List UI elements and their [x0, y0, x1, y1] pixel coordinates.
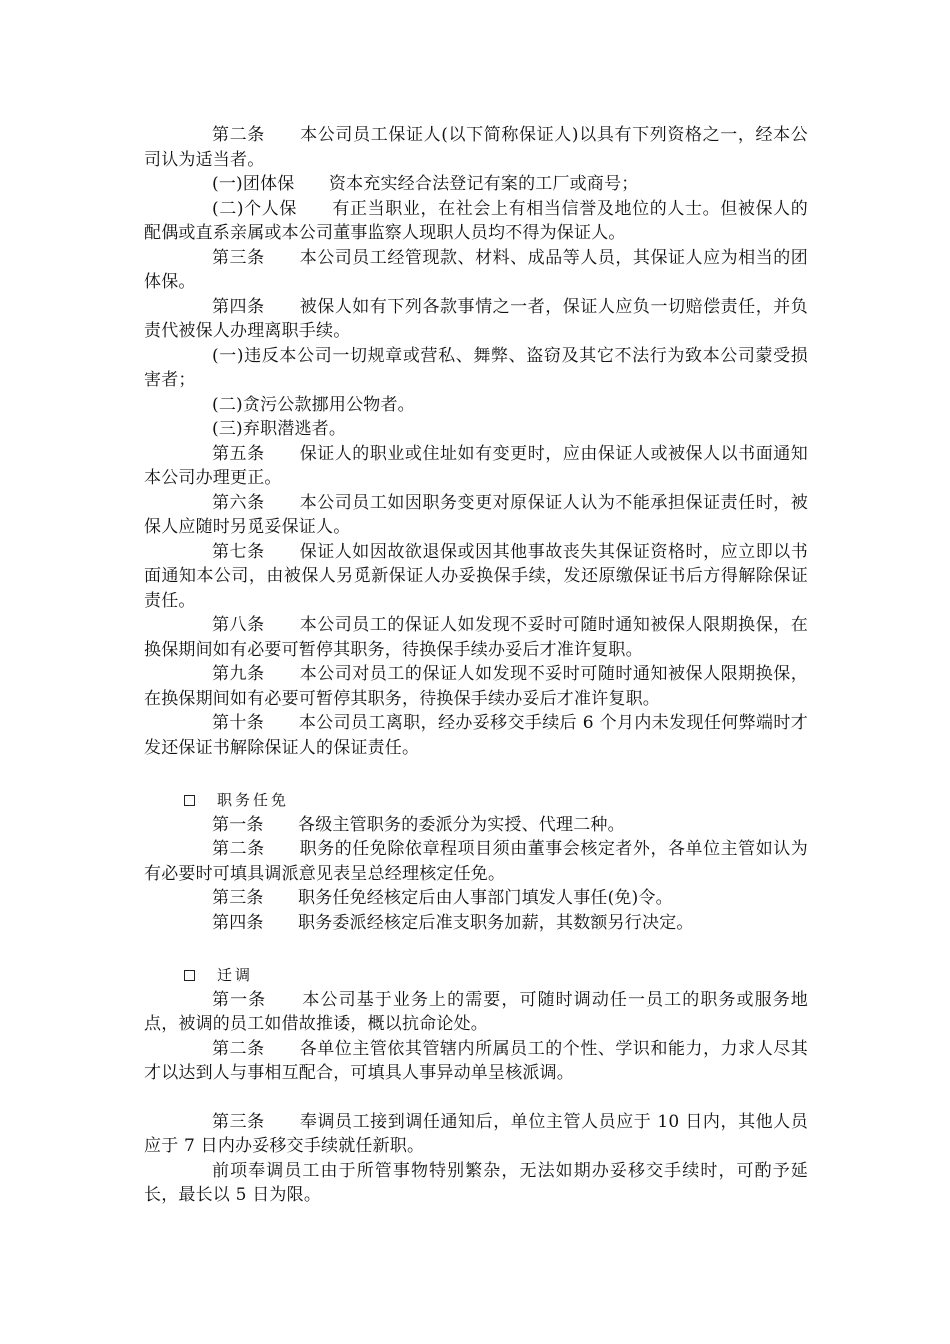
paragraph-s1-4: 第四条 被保人如有下列各款事情之一者，保证人应负一切赔偿责任，并负责代被保人办理离职手续。 — [144, 296, 808, 341]
checkbox-square-icon — [184, 795, 195, 806]
checkbox-square-icon — [184, 970, 195, 981]
paragraph-s1-2: (二)个人保 有正当职业，在社会上有相当信誉及地位的人士。但被保人的配偶或直系亲属或本公司董事监察人现职人员均不得为保证人。 — [144, 198, 808, 243]
paragraph-s1-10: 第七条 保证人如因故欲退保或因其他事故丧失其保证资格时，应立即以书面通知本公司，由被保人另觅新保证人办妥换保手续，发还原缴保证书后方得解除保证责任。 — [144, 541, 808, 611]
paragraph-s2-3: 第四条 职务委派经核定后准支职务加薪，其数额另行决定。 — [212, 912, 694, 933]
paragraph-s1-1: (一)团体保 资本充实经合法登记有案的工厂或商号； — [212, 174, 639, 194]
paragraph-s3-0: 第一条 本公司基于业务上的需要，可随时调动任一员工的职务或服务地点，被调的员工如借故推诿，概以抗命论处。 — [144, 989, 808, 1034]
paragraph-s1-7: (三)弃职潜逃者。 — [212, 419, 347, 439]
paragraph-s1-5: (一)违反本公司一切规章或营私、舞弊、盗窃及其它不法行为致本公司蒙受损害者； — [144, 345, 808, 390]
paragraph-s1-12: 第九条 本公司对员工的保证人如发现不妥时可随时通知被保人限期换保，在换保期间如有必要可暂停其职务，待换保手续办妥后才准许复职。 — [144, 664, 808, 709]
paragraph-s1-3: 第三条 本公司员工经管现款、材料、成品等人员，其保证人应为相当的团体保。 — [144, 247, 808, 292]
section-spacer — [144, 760, 808, 788]
paragraph-s1-0: 第二条 本公司员工保证人(以下简称保证人)以具有下列资格之一，经本公司认为适当者。 — [144, 125, 808, 170]
section-heading-text: 迁调 — [217, 966, 254, 984]
paragraph-s1-13: 第十条 本公司员工离职，经办妥移交手续后 6 个月内未发现任何弊端时才发还保证书解除保证人的保证责任。 — [144, 713, 808, 758]
paragraph-s1-11: 第八条 本公司员工的保证人如发现不妥时可随时通知被保人限期换保，在换保期间如有必要可暂停其职务，待换保手续办妥后才准许复职。 — [144, 615, 808, 660]
paragraph-spacer — [144, 1086, 808, 1110]
paragraph-s3-2: 第三条 奉调员工接到调任通知后，单位主管人员应于 10 日内，其他人员应于 7 日内办妥移交手续就任新职。 — [144, 1111, 808, 1156]
paragraph-s3-1: 第二条 各单位主管依其管辖内所属员工的个性、学识和能力，力求人尽其才以达到人与事相互配合，可填具人事异动单呈核派调。 — [144, 1038, 808, 1083]
paragraph-s1-8: 第五条 保证人的职业或住址如有变更时，应由保证人或被保人以书面通知本公司办理更正。 — [144, 443, 808, 488]
paragraph-s3-3: 前项奉调员工由于所管事物特别繁杂，无法如期办妥移交手续时，可酌予延长，最长以 5 日为限。 — [144, 1160, 808, 1205]
section-heading-appointment — [144, 788, 808, 813]
section-spacer — [144, 935, 808, 963]
paragraph-s2-2: 第三条 职务任免经核定后由人事部门填发人事任(免)令。 — [212, 888, 673, 908]
section-heading-text: 职务任免 — [217, 791, 290, 809]
paragraph-s1-6: (二)贪污公款挪用公物者。 — [212, 394, 415, 415]
paragraph-s1-9: 第六条 本公司员工如因职务变更对原保证人认为不能承担保证责任时，被保人应随时另觅妥保证人。 — [144, 492, 808, 537]
paragraph-s2-0: 第一条 各级主管职务的委派分为实授、代理二种。 — [212, 814, 625, 835]
paragraph-s2-1: 第二条 职务的任免除依章程项目须由董事会核定者外，各单位主管如认为有必要时可填具调派意见表呈总经理核定任免。 — [144, 839, 808, 884]
document-body — [144, 123, 808, 1208]
section-heading-transfer — [144, 963, 808, 988]
